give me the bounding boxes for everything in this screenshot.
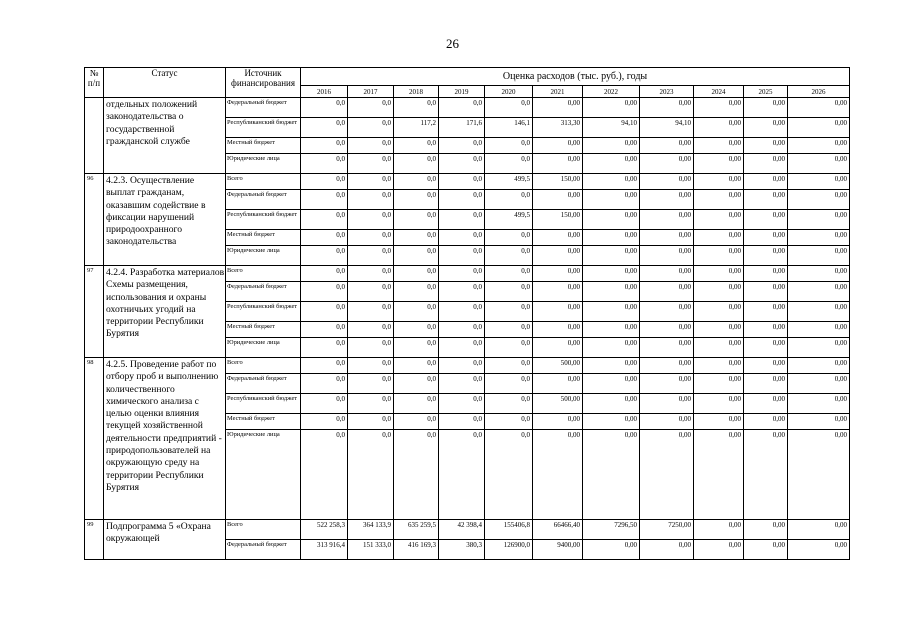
value-cell: 0,0 — [394, 138, 439, 154]
value-cell: 0,00 — [640, 302, 694, 322]
table-row — [85, 358, 850, 374]
value-cell: 0,0 — [348, 414, 394, 430]
value-cell: 0,00 — [640, 282, 694, 302]
row-number: 99 — [85, 520, 104, 560]
value-cell: 0,00 — [533, 282, 583, 302]
header-year: 2019 — [439, 86, 485, 98]
value-cell: 66466,40 — [533, 520, 583, 540]
value-cell: 0,00 — [533, 230, 583, 246]
value-cell: 0,00 — [744, 520, 788, 540]
value-cell: 0,00 — [694, 154, 744, 174]
value-cell: 0,00 — [694, 98, 744, 118]
value-cell: 0,0 — [301, 118, 348, 138]
value-cell: 0,00 — [640, 374, 694, 394]
value-cell: 0,0 — [485, 374, 533, 394]
value-cell: 42 398,4 — [439, 520, 485, 540]
value-cell: 0,00 — [694, 138, 744, 154]
value-cell: 0,00 — [744, 138, 788, 154]
value-cell: 0,00 — [640, 266, 694, 282]
value-cell: 0,0 — [301, 394, 348, 414]
value-cell: 0,0 — [348, 322, 394, 338]
value-cell: 0,0 — [394, 338, 439, 358]
value-cell: 0,00 — [640, 174, 694, 190]
value-cell: 0,00 — [744, 358, 788, 374]
value-cell: 0,0 — [301, 414, 348, 430]
value-cell: 0,00 — [694, 374, 744, 394]
value-cell: 0,00 — [640, 430, 694, 520]
value-cell: 0,0 — [439, 230, 485, 246]
value-cell: 0,00 — [583, 540, 640, 560]
value-cell: 0,0 — [301, 154, 348, 174]
value-cell: 0,0 — [301, 174, 348, 190]
funding-source-cell: Федеральный бюджет — [226, 190, 301, 210]
page-number: 26 — [446, 36, 459, 51]
value-cell: 0,00 — [694, 302, 744, 322]
funding-source-cell: Местный бюджет — [226, 138, 301, 154]
value-cell: 0,0 — [485, 302, 533, 322]
value-cell: 0,0 — [301, 266, 348, 282]
value-cell: 0,00 — [788, 374, 850, 394]
value-cell: 0,0 — [439, 190, 485, 210]
value-cell: 146,1 — [485, 118, 533, 138]
value-cell: 0,00 — [788, 302, 850, 322]
value-cell: 0,0 — [348, 358, 394, 374]
value-cell: 0,00 — [583, 394, 640, 414]
header-status: Статус — [104, 68, 226, 98]
value-cell: 0,00 — [694, 520, 744, 540]
value-cell: 0,00 — [694, 282, 744, 302]
value-cell: 0,00 — [788, 230, 850, 246]
value-cell: 0,0 — [394, 322, 439, 338]
value-cell: 0,0 — [439, 374, 485, 394]
status-cell: Подпрограмма 5 «Охрана окружающей — [104, 520, 226, 560]
value-cell: 0,0 — [394, 230, 439, 246]
value-cell: 0,00 — [788, 98, 850, 118]
value-cell: 0,0 — [394, 190, 439, 210]
value-cell: 0,00 — [744, 174, 788, 190]
value-cell: 0,00 — [694, 540, 744, 560]
header-year: 2016 — [301, 86, 348, 98]
value-cell: 0,0 — [301, 246, 348, 266]
value-cell: 117,2 — [394, 118, 439, 138]
value-cell: 0,0 — [439, 246, 485, 266]
value-cell: 0,00 — [744, 246, 788, 266]
value-cell: 0,0 — [301, 282, 348, 302]
value-cell: 0,00 — [640, 246, 694, 266]
value-cell: 500,00 — [533, 394, 583, 414]
table-row — [85, 520, 850, 540]
value-cell: 0,00 — [533, 190, 583, 210]
value-cell: 0,00 — [640, 210, 694, 230]
value-cell: 0,0 — [439, 174, 485, 190]
value-cell: 0,00 — [788, 540, 850, 560]
header-year: 2023 — [640, 86, 694, 98]
value-cell: 0,0 — [301, 338, 348, 358]
value-cell: 0,00 — [788, 414, 850, 430]
value-cell: 0,0 — [394, 430, 439, 520]
value-cell: 0,0 — [485, 266, 533, 282]
value-cell: 0,00 — [583, 338, 640, 358]
value-cell: 0,0 — [348, 230, 394, 246]
value-cell: 499,5 — [485, 174, 533, 190]
value-cell: 150,00 — [533, 174, 583, 190]
budget-table — [84, 67, 850, 560]
value-cell: 94,10 — [583, 118, 640, 138]
budget-table-container — [84, 67, 850, 560]
value-cell: 0,0 — [439, 302, 485, 322]
value-cell: 0,0 — [439, 430, 485, 520]
value-cell: 0,00 — [788, 190, 850, 210]
value-cell: 313 916,4 — [301, 540, 348, 560]
value-cell: 0,00 — [694, 394, 744, 414]
value-cell: 0,00 — [640, 230, 694, 246]
value-cell: 0,00 — [583, 98, 640, 118]
value-cell: 0,00 — [640, 358, 694, 374]
value-cell: 0,00 — [788, 266, 850, 282]
value-cell: 0,00 — [788, 322, 850, 338]
value-cell: 0,0 — [439, 154, 485, 174]
value-cell: 0,00 — [788, 282, 850, 302]
value-cell: 0,00 — [694, 338, 744, 358]
value-cell: 0,0 — [394, 174, 439, 190]
value-cell: 0,00 — [744, 230, 788, 246]
value-cell: 0,00 — [694, 414, 744, 430]
value-cell: 0,00 — [694, 174, 744, 190]
funding-source-cell: Всего — [226, 520, 301, 540]
row-number — [85, 98, 104, 174]
row-number: 97 — [85, 266, 104, 358]
header-year: 2018 — [394, 86, 439, 98]
value-cell: 0,00 — [583, 282, 640, 302]
row-number: 96 — [85, 174, 104, 266]
value-cell: 0,00 — [788, 210, 850, 230]
value-cell: 0,0 — [485, 358, 533, 374]
value-cell: 0,0 — [485, 282, 533, 302]
value-cell: 0,0 — [394, 414, 439, 430]
value-cell: 0,00 — [744, 190, 788, 210]
value-cell: 0,00 — [694, 190, 744, 210]
value-cell: 0,00 — [744, 302, 788, 322]
value-cell: 0,0 — [439, 138, 485, 154]
funding-source-cell: Республиканский бюджет — [226, 394, 301, 414]
value-cell: 0,00 — [694, 430, 744, 520]
value-cell: 9400,00 — [533, 540, 583, 560]
value-cell: 0,0 — [394, 358, 439, 374]
funding-source-cell: Местный бюджет — [226, 322, 301, 338]
value-cell: 313,30 — [533, 118, 583, 138]
value-cell: 7296,50 — [583, 520, 640, 540]
value-cell: 0,00 — [583, 302, 640, 322]
funding-source-cell: Федеральный бюджет — [226, 374, 301, 394]
table-row — [85, 98, 850, 118]
value-cell: 0,0 — [348, 430, 394, 520]
value-cell: 0,00 — [744, 374, 788, 394]
funding-source-cell: Федеральный бюджет — [226, 540, 301, 560]
value-cell: 0,0 — [348, 282, 394, 302]
value-cell: 0,0 — [394, 98, 439, 118]
header-year: 2025 — [744, 86, 788, 98]
value-cell: 0,00 — [640, 338, 694, 358]
value-cell: 0,0 — [301, 302, 348, 322]
value-cell: 0,00 — [640, 138, 694, 154]
value-cell: 0,00 — [744, 322, 788, 338]
funding-source-cell: Федеральный бюджет — [226, 282, 301, 302]
value-cell: 0,00 — [694, 266, 744, 282]
value-cell: 0,0 — [348, 98, 394, 118]
value-cell: 0,00 — [788, 246, 850, 266]
value-cell: 0,00 — [694, 118, 744, 138]
value-cell: 0,0 — [394, 154, 439, 174]
value-cell: 151 333,0 — [348, 540, 394, 560]
value-cell: 364 133,9 — [348, 520, 394, 540]
funding-source-cell: Всего — [226, 266, 301, 282]
value-cell: 0,00 — [583, 414, 640, 430]
value-cell: 0,00 — [533, 430, 583, 520]
header-estimate: Оценка расходов (тыс. руб.), годы — [301, 68, 850, 86]
value-cell: 0,0 — [348, 266, 394, 282]
header-row — [85, 68, 850, 86]
value-cell: 0,00 — [533, 302, 583, 322]
value-cell: 0,0 — [439, 266, 485, 282]
value-cell: 0,0 — [301, 138, 348, 154]
value-cell: 0,00 — [533, 266, 583, 282]
funding-source-cell: Юридические лица — [226, 154, 301, 174]
value-cell: 0,0 — [485, 338, 533, 358]
value-cell: 150,00 — [533, 210, 583, 230]
value-cell: 0,00 — [583, 322, 640, 338]
table-row — [85, 266, 850, 282]
value-cell: 499,5 — [485, 210, 533, 230]
value-cell: 0,00 — [583, 430, 640, 520]
header-no: № п/п — [85, 68, 104, 98]
value-cell: 0,0 — [439, 322, 485, 338]
funding-source-cell: Федеральный бюджет — [226, 98, 301, 118]
value-cell: 0,0 — [348, 338, 394, 358]
value-cell: 0,0 — [394, 302, 439, 322]
value-cell: 0,00 — [533, 138, 583, 154]
funding-source-cell: Всего — [226, 174, 301, 190]
value-cell: 7250,00 — [640, 520, 694, 540]
value-cell: 0,00 — [533, 154, 583, 174]
value-cell: 0,0 — [301, 374, 348, 394]
value-cell: 0,0 — [301, 230, 348, 246]
value-cell: 0,00 — [744, 430, 788, 520]
value-cell: 0,0 — [439, 358, 485, 374]
value-cell: 0,0 — [394, 374, 439, 394]
value-cell: 0,00 — [640, 394, 694, 414]
value-cell: 0,0 — [394, 266, 439, 282]
value-cell: 500,00 — [533, 358, 583, 374]
header-year: 2021 — [533, 86, 583, 98]
value-cell: 0,0 — [348, 138, 394, 154]
value-cell: 0,00 — [583, 174, 640, 190]
value-cell: 416 169,3 — [394, 540, 439, 560]
value-cell: 0,00 — [744, 540, 788, 560]
funding-source-cell: Юридические лица — [226, 430, 301, 520]
value-cell: 0,0 — [348, 118, 394, 138]
value-cell: 0,00 — [788, 520, 850, 540]
value-cell: 155406,8 — [485, 520, 533, 540]
value-cell: 0,00 — [694, 230, 744, 246]
header-year: 2024 — [694, 86, 744, 98]
value-cell: 0,0 — [485, 190, 533, 210]
value-cell: 0,00 — [744, 98, 788, 118]
value-cell: 0,00 — [583, 190, 640, 210]
funding-source-cell: Юридические лица — [226, 338, 301, 358]
table-row — [85, 174, 850, 190]
value-cell: 0,00 — [583, 210, 640, 230]
value-cell: 0,00 — [640, 154, 694, 174]
value-cell: 0,00 — [744, 266, 788, 282]
value-cell: 0,0 — [394, 246, 439, 266]
header-year: 2017 — [348, 86, 394, 98]
value-cell: 0,00 — [583, 374, 640, 394]
value-cell: 0,00 — [744, 394, 788, 414]
value-cell: 0,0 — [348, 302, 394, 322]
value-cell: 0,0 — [348, 174, 394, 190]
value-cell: 0,0 — [301, 322, 348, 338]
status-cell: отдельных положений законодательства о государственной гражданской службе — [104, 98, 226, 174]
funding-source-cell: Республиканский бюджет — [226, 118, 301, 138]
value-cell: 0,00 — [583, 230, 640, 246]
value-cell: 0,00 — [533, 246, 583, 266]
value-cell: 0,00 — [744, 282, 788, 302]
value-cell: 0,0 — [394, 394, 439, 414]
value-cell: 0,0 — [301, 430, 348, 520]
value-cell: 0,00 — [583, 138, 640, 154]
value-cell: 0,00 — [694, 246, 744, 266]
value-cell: 0,0 — [485, 138, 533, 154]
value-cell: 0,0 — [439, 414, 485, 430]
value-cell: 0,00 — [583, 266, 640, 282]
status-cell: 4.2.5. Проведение работ по отбору проб и выполнению количественного химического анализа с целью оценки влияния текущей хозяйственной деятельности предприятий - природопользователей на окружающую среду на территории Республики Бурятия — [104, 358, 226, 520]
value-cell: 0,0 — [485, 322, 533, 338]
value-cell: 0,00 — [533, 374, 583, 394]
header-year: 2022 — [583, 86, 640, 98]
value-cell: 0,0 — [301, 210, 348, 230]
funding-source-cell: Юридические лица — [226, 246, 301, 266]
row-number: 98 — [85, 358, 104, 520]
value-cell: 0,00 — [694, 358, 744, 374]
value-cell: 0,0 — [301, 358, 348, 374]
value-cell: 0,00 — [533, 322, 583, 338]
value-cell: 0,00 — [788, 394, 850, 414]
funding-source-cell: Республиканский бюджет — [226, 210, 301, 230]
status-cell: 4.2.4. Разработка материалов Схемы размещения, использования и охраны охотничьих угодий на территории Республики Бурятия — [104, 266, 226, 358]
value-cell: 0,00 — [640, 414, 694, 430]
value-cell: 0,00 — [744, 210, 788, 230]
value-cell: 0,0 — [348, 246, 394, 266]
value-cell: 0,00 — [640, 540, 694, 560]
value-cell: 0,0 — [348, 210, 394, 230]
value-cell: 0,0 — [301, 98, 348, 118]
value-cell: 126900,0 — [485, 540, 533, 560]
value-cell: 0,0 — [439, 98, 485, 118]
value-cell: 0,0 — [348, 190, 394, 210]
value-cell: 0,0 — [485, 394, 533, 414]
value-cell: 0,00 — [694, 210, 744, 230]
value-cell: 0,00 — [583, 358, 640, 374]
value-cell: 0,00 — [583, 246, 640, 266]
value-cell: 0,0 — [485, 414, 533, 430]
value-cell: 0,00 — [788, 154, 850, 174]
value-cell: 0,00 — [533, 98, 583, 118]
value-cell: 0,00 — [788, 138, 850, 154]
value-cell: 0,00 — [788, 338, 850, 358]
value-cell: 0,00 — [694, 322, 744, 338]
funding-source-cell: Местный бюджет — [226, 414, 301, 430]
header-year: 2026 — [788, 86, 850, 98]
value-cell: 0,00 — [788, 174, 850, 190]
value-cell: 0,00 — [744, 414, 788, 430]
value-cell: 0,0 — [485, 230, 533, 246]
value-cell: 0,0 — [439, 282, 485, 302]
value-cell: 0,00 — [788, 430, 850, 520]
status-cell: 4.2.3. Осуществление выплат гражданам, оказавшим содействие в фиксации нарушений природоохранного законодательства — [104, 174, 226, 266]
value-cell: 0,00 — [640, 322, 694, 338]
value-cell: 0,0 — [485, 246, 533, 266]
value-cell: 0,00 — [788, 118, 850, 138]
value-cell: 0,00 — [533, 414, 583, 430]
value-cell: 0,0 — [394, 282, 439, 302]
value-cell: 0,0 — [348, 154, 394, 174]
value-cell: 0,0 — [394, 210, 439, 230]
value-cell: 380,3 — [439, 540, 485, 560]
value-cell: 0,0 — [485, 154, 533, 174]
value-cell: 0,0 — [485, 98, 533, 118]
value-cell: 0,00 — [744, 118, 788, 138]
value-cell: 0,00 — [533, 338, 583, 358]
value-cell: 0,0 — [485, 430, 533, 520]
value-cell: 0,00 — [788, 358, 850, 374]
funding-source-cell: Местный бюджет — [226, 230, 301, 246]
value-cell: 0,00 — [744, 154, 788, 174]
header-source: Источник финансирования — [226, 68, 301, 98]
value-cell: 0,0 — [348, 374, 394, 394]
value-cell: 0,00 — [640, 98, 694, 118]
value-cell: 635 259,5 — [394, 520, 439, 540]
value-cell: 94,10 — [640, 118, 694, 138]
value-cell: 0,0 — [348, 394, 394, 414]
value-cell: 0,00 — [640, 190, 694, 210]
value-cell: 0,00 — [583, 154, 640, 174]
value-cell: 0,0 — [439, 210, 485, 230]
value-cell: 171,6 — [439, 118, 485, 138]
value-cell: 0,0 — [301, 190, 348, 210]
value-cell: 0,00 — [744, 338, 788, 358]
funding-source-cell: Республиканский бюджет — [226, 302, 301, 322]
value-cell: 0,0 — [439, 394, 485, 414]
header-year: 2020 — [485, 86, 533, 98]
value-cell: 522 258,3 — [301, 520, 348, 540]
value-cell: 0,0 — [439, 338, 485, 358]
funding-source-cell: Всего — [226, 358, 301, 374]
